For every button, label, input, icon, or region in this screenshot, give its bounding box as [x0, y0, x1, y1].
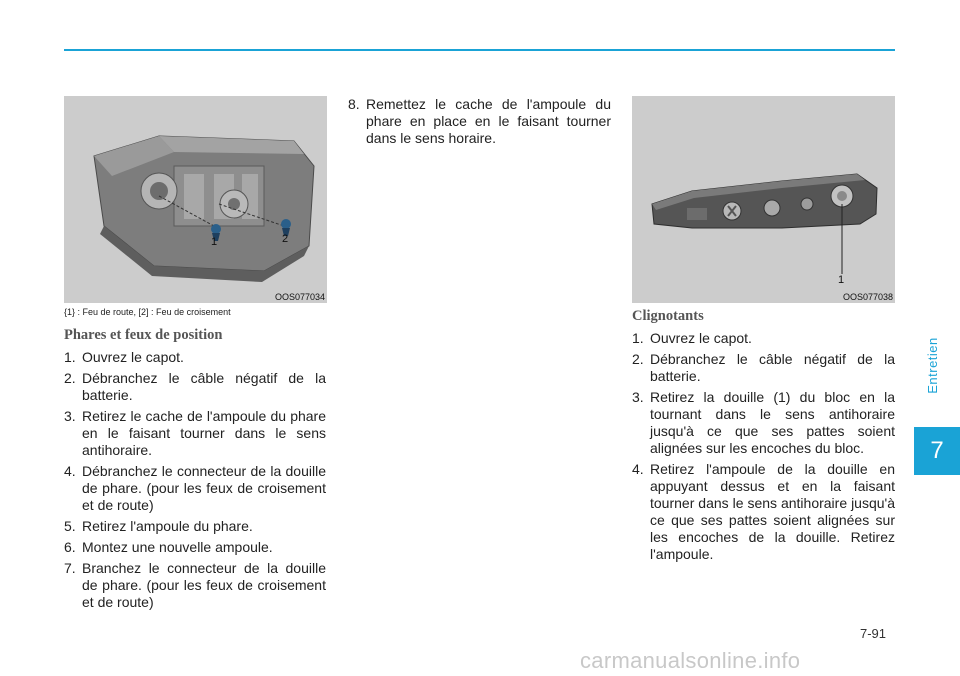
list-item: 1. Ouvrez le capot.	[632, 330, 752, 346]
chapter-number: 7	[930, 437, 944, 464]
list-item: 2. Débranchez le câble négatif de la batterie.	[64, 370, 326, 403]
callout-1: 1	[211, 236, 218, 248]
headlamp-steps-col1	[64, 349, 326, 615]
watermark: carmanualsonline.info	[580, 648, 801, 673]
turn-signal-steps	[632, 330, 895, 567]
callout-1-right: 1	[838, 274, 845, 286]
headlamp-illustration	[64, 96, 327, 303]
list-item: 3. Retirez le cache de l'ampoule du phare en le faisant tourner dans le sens antihoraire.	[64, 408, 326, 458]
list-item: 4. Retirez l'ampoule de la douille en appuyant dessus et en la faisant tourner dans le sens antihoraire jusqu'à ce que ses pattes soient alignées sur les encoches de la douille. Retirez l'ampoule.	[632, 461, 895, 562]
turn-signal-figure	[632, 96, 895, 303]
list-item: 7. Branchez le connecteur de la douille de phare. (pour les feux de croisement et de route)	[64, 560, 326, 610]
figure-caption: {1} : Feu de route, [2] : Feu de croisement	[64, 307, 231, 317]
figure-code-right: OOS077038	[842, 292, 893, 302]
list-item: 6. Montez une nouvelle ampoule.	[64, 539, 273, 555]
chapter-side-label	[919, 310, 945, 420]
list-item: 1. Ouvrez le capot.	[64, 349, 184, 365]
headlamp-figure	[64, 96, 327, 303]
section-title-headlamps: Phares et feux de position	[64, 327, 223, 343]
list-item: 5. Retirez l'ampoule du phare.	[64, 518, 253, 534]
list-item: 2. Débranchez le câble négatif de la batterie.	[632, 351, 895, 384]
chapter-name: Entretien	[924, 336, 940, 394]
section-title-turn-signals: Clignotants	[632, 308, 704, 324]
figure-code: OOS077034	[274, 292, 325, 302]
list-item: 8. Remettez le cache de l'ampoule du phare en place en le faisant tourner dans le sens horaire.	[348, 96, 611, 146]
headlamp-steps-col2	[348, 96, 611, 151]
callout-2: 2	[282, 233, 289, 245]
page-number: 7-91	[860, 626, 887, 641]
list-item: 3. Retirez la douille (1) du bloc en la tournant dans le sens antihoraire jusqu'à ce que ses pattes soient alignées sur les encoches du bloc.	[632, 389, 895, 456]
top-rule	[64, 49, 895, 51]
chapter-tab	[914, 427, 960, 475]
list-item: 4. Débranchez le connecteur de la douille de phare. (pour les feux de croisement et de route)	[64, 463, 326, 513]
turn-signal-illustration	[632, 96, 895, 303]
